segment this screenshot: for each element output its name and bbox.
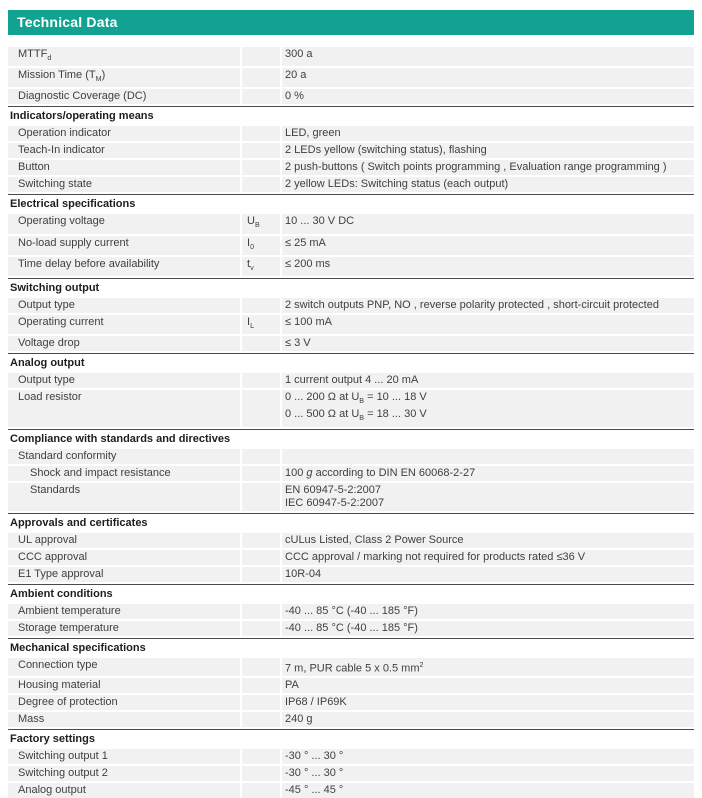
row-symbol [242,160,280,175]
row-value: 10R-04 [282,567,694,582]
row-value: ≤ 25 mA [282,236,694,255]
row-label: Switching state [8,177,240,192]
row-value: CCC approval / marking not required for products rated ≤36 V [282,550,694,565]
table-row [8,47,694,66]
row-label: CCC approval [8,550,240,565]
row-symbol [242,143,280,158]
row-symbol: $I_L$ [242,315,280,334]
row-symbol [242,449,280,464]
row-symbol [242,68,280,87]
row-label: Operation indicator [8,126,240,141]
row-value: 2 yellow LEDs: Switching status (each output) [282,177,694,192]
row-label: Shock and impact resistance [8,466,240,481]
table-row [8,766,694,781]
row-symbol [242,749,280,764]
row-symbol [242,658,280,677]
table-section-header: Factory settings [8,729,694,749]
table-row [8,783,694,798]
row-symbol [242,47,280,66]
row-symbol [242,373,280,388]
row-value: -40 ... 85 °C (-40 ... 185 °F) [282,621,694,636]
row-value: -30 ° ... 30 ° [282,766,694,781]
technical-data-title-bar [8,10,694,35]
row-value: ≤ 3 V [282,336,694,351]
row-label: Button [8,160,240,175]
row-symbol [242,533,280,548]
table-section-header: Electrical specifications [8,194,694,214]
table-row [8,126,694,141]
table-row [8,236,694,255]
row-value: 0 ... 200 Ω at $U_B = 10$ ... 18 V 0 ... 500 Ω at $U_B = 18$ ... 30 V [282,390,694,426]
table-row [8,373,694,388]
row-symbol [242,621,280,636]
table-row [8,466,694,481]
row-symbol [242,678,280,693]
technical-data-table [8,47,694,798]
table-section-header: Compliance with standards and directives [8,429,694,449]
table-section-header: Ambient conditions [8,584,694,604]
row-symbol: $I_0$ [242,236,280,255]
row-label: Load resistor [8,390,240,426]
table-row [8,160,694,175]
row-value: ≤ 100 mA [282,315,694,334]
row-label: Ambient temperature [8,604,240,619]
row-value: ≤ 200 ms [282,257,694,276]
row-value: 300 a [282,47,694,66]
row-symbol [242,298,280,313]
table-section-header: Analog output [8,353,694,373]
row-label: Analog output [8,783,240,798]
row-value: 1 current output 4 ... 20 mA [282,373,694,388]
table-row [8,749,694,764]
row-symbol [242,567,280,582]
table-row [8,567,694,582]
row-label: Teach-In indicator [8,143,240,158]
row-value: 2 LEDs yellow (switching status), flashing [282,143,694,158]
table-row [8,533,694,548]
row-value: 20 a [282,68,694,87]
table-section-header: Approvals and certificates [8,513,694,533]
row-label: $MTTF_d$ [8,47,240,66]
row-value: 2 switch outputs PNP, NO , reverse polarity protected , short-circuit protected [282,298,694,313]
table-row [8,298,694,313]
row-symbol [242,550,280,565]
row-value: PA [282,678,694,693]
row-value: 7 m, PUR cable 5 x 0.5 $mm^2$ [282,658,694,677]
row-value: -45 ° ... 45 ° [282,783,694,798]
row-label: Degree of protection [8,695,240,710]
row-value: 10 ... 30 V DC [282,214,694,233]
table-row [8,678,694,693]
row-value: -30 ° ... 30 ° [282,749,694,764]
table-row [8,143,694,158]
row-symbol [242,695,280,710]
row-value: cULus Listed, Class 2 Power Source [282,533,694,548]
row-value: 100 g according to DIN EN 60068-2-27 [282,466,694,481]
table-section-header: Switching output [8,278,694,298]
table-row [8,315,694,334]
row-value [282,449,694,464]
table-section-header: Mechanical specifications [8,638,694,658]
table-row [8,89,694,104]
row-label: Mission Time $(T_M)$ [8,68,240,87]
row-symbol [242,89,280,104]
row-symbol [242,466,280,481]
row-symbol [242,483,280,511]
row-label: Operating current [8,315,240,334]
row-symbol [242,783,280,798]
row-value: 240 g [282,712,694,727]
row-value: 0 % [282,89,694,104]
row-symbol: $U_B$ [242,214,280,233]
row-label: Diagnostic Coverage (DC) [8,89,240,104]
row-label: Switching output 2 [8,766,240,781]
row-symbol [242,126,280,141]
page-title: Technical Data [17,14,118,30]
row-label: Standard conformity [8,449,240,464]
row-value: IP68 / IP69K [282,695,694,710]
row-value: EN 60947-5-2:2007 IEC 60947-5-2:2007 [282,483,694,511]
row-label: Time delay before availability [8,257,240,276]
row-label: No-load supply current [8,236,240,255]
row-label: E1 Type approval [8,567,240,582]
row-symbol [242,712,280,727]
row-symbol [242,604,280,619]
row-label: UL approval [8,533,240,548]
row-symbol [242,177,280,192]
row-label: Standards [8,483,240,511]
table-row [8,695,694,710]
table-row [8,658,694,677]
table-row [8,68,694,87]
row-value: -40 ... 85 °C (-40 ... 185 °F) [282,604,694,619]
row-label: Switching output 1 [8,749,240,764]
table-row [8,214,694,233]
row-symbol [242,390,280,426]
row-label: Storage temperature [8,621,240,636]
table-row [8,621,694,636]
table-row [8,604,694,619]
table-row [8,712,694,727]
table-row [8,257,694,276]
row-label: Operating voltage [8,214,240,233]
row-label: Output type [8,373,240,388]
row-symbol [242,336,280,351]
row-label: Connection type [8,658,240,677]
table-row [8,390,694,426]
table-row [8,336,694,351]
row-label: Output type [8,298,240,313]
row-label: Mass [8,712,240,727]
table-row [8,449,694,464]
table-row [8,177,694,192]
row-label: Voltage drop [8,336,240,351]
row-value: 2 push-buttons ( Switch points programming , Evaluation range programming ) [282,160,694,175]
table-row [8,483,694,511]
row-symbol: $t_v$ [242,257,280,276]
row-label: Housing material [8,678,240,693]
row-symbol [242,766,280,781]
table-section-header: Indicators/operating means [8,106,694,126]
row-value: LED, green [282,126,694,141]
table-row [8,550,694,565]
